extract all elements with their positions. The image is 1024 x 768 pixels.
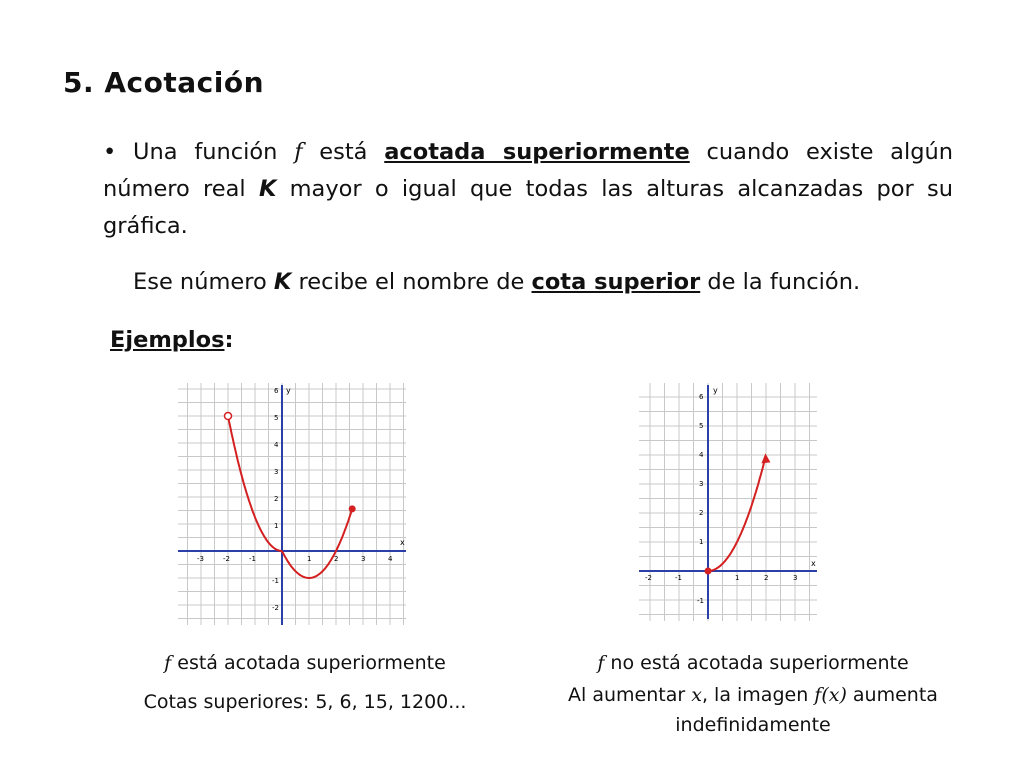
x-tick-label: 3 bbox=[361, 555, 366, 563]
y-tick-labels bbox=[272, 387, 279, 612]
function-curve bbox=[708, 461, 765, 571]
text-segment: está bbox=[319, 139, 368, 165]
caption-text: aumenta indefinidamente bbox=[675, 684, 938, 736]
y-tick-label: -1 bbox=[697, 597, 704, 605]
cota-superior-sentence bbox=[133, 264, 860, 301]
graph-unbounded bbox=[639, 383, 821, 621]
x-tick-label: -3 bbox=[197, 555, 204, 563]
page-title: 5. Acotación bbox=[63, 66, 265, 99]
closed-endpoint bbox=[705, 568, 712, 575]
text-segment: Una función bbox=[133, 139, 278, 165]
caption-line bbox=[110, 687, 500, 717]
y-tick-label: 6 bbox=[274, 387, 279, 395]
x-symbol: x bbox=[691, 684, 702, 706]
y-tick-label: 6 bbox=[699, 393, 704, 401]
x-tick-label: 4 bbox=[388, 555, 393, 563]
x-tick-label: -1 bbox=[675, 574, 682, 582]
function-symbol: f bbox=[597, 652, 605, 674]
y-tick-label: -2 bbox=[272, 604, 279, 612]
closed-endpoint bbox=[349, 505, 356, 512]
x-tick-label: -2 bbox=[223, 555, 230, 563]
examples-heading bbox=[110, 327, 233, 353]
y-axis-label: y bbox=[286, 386, 291, 395]
function-symbol: f bbox=[294, 139, 303, 165]
text-segment: Ese número bbox=[133, 269, 267, 295]
term-acotada-superiormente: acotada superiormente bbox=[384, 139, 690, 165]
caption-text: , la imagen bbox=[701, 684, 809, 706]
definition-paragraph bbox=[103, 134, 953, 245]
x-tick-label: 2 bbox=[764, 574, 769, 582]
y-axis-label: y bbox=[713, 386, 718, 395]
fx-symbol: f(x) bbox=[814, 684, 847, 706]
caption-text: Al aumentar bbox=[568, 684, 686, 706]
y-tick-label: -1 bbox=[272, 577, 279, 585]
bullet: • bbox=[103, 139, 117, 165]
term-cota-superior: cota superior bbox=[531, 269, 701, 295]
y-tick-label: 2 bbox=[699, 509, 704, 517]
x-tick-label: 3 bbox=[793, 574, 798, 582]
x-tick-label: 2 bbox=[334, 555, 339, 563]
caption-text: Cotas superiores: 5, 6, 15, 1200... bbox=[143, 691, 467, 713]
y-tick-label: 3 bbox=[274, 468, 279, 476]
caption-unbounded bbox=[548, 648, 958, 740]
y-tick-label: 1 bbox=[699, 538, 704, 546]
x-tick-label: 1 bbox=[307, 555, 312, 563]
x-tick-label: -2 bbox=[645, 574, 652, 582]
x-tick-labels bbox=[645, 574, 797, 582]
k-symbol: K bbox=[273, 269, 292, 295]
x-tick-label: -1 bbox=[249, 555, 256, 563]
examples-word: Ejemplos bbox=[110, 327, 225, 353]
grid bbox=[639, 383, 817, 621]
caption-bounded bbox=[110, 648, 500, 717]
x-tick-label: 1 bbox=[735, 574, 740, 582]
y-tick-label: 5 bbox=[699, 422, 704, 430]
y-tick-label: 5 bbox=[274, 414, 279, 422]
x-axis-label: x bbox=[811, 559, 816, 568]
text-segment: cuando existe algún número real bbox=[103, 139, 954, 202]
caption-line bbox=[110, 648, 500, 678]
caption-line bbox=[548, 680, 958, 740]
y-tick-label: 3 bbox=[699, 480, 704, 488]
text-segment: mayor o igual que todas las alturas alcanzadas por su gráfica. bbox=[103, 176, 954, 239]
y-tick-label: 4 bbox=[274, 441, 279, 449]
open-endpoint bbox=[225, 413, 232, 420]
y-tick-label: 4 bbox=[699, 451, 704, 459]
text-segment: recibe el nombre de bbox=[298, 269, 525, 295]
caption-text: está acotada superiormente bbox=[177, 652, 446, 674]
y-tick-label: 2 bbox=[274, 495, 279, 503]
graph-bounded bbox=[178, 383, 408, 625]
caption-line bbox=[548, 648, 958, 678]
caption-text: no está acotada superiormente bbox=[610, 652, 909, 674]
function-symbol: f bbox=[164, 652, 172, 674]
grid bbox=[178, 383, 406, 625]
examples-colon: : bbox=[224, 327, 234, 353]
text-segment: de la función. bbox=[707, 269, 861, 295]
x-axis-label: x bbox=[400, 538, 405, 547]
k-symbol: K bbox=[258, 176, 277, 202]
y-tick-label: 1 bbox=[274, 522, 279, 530]
